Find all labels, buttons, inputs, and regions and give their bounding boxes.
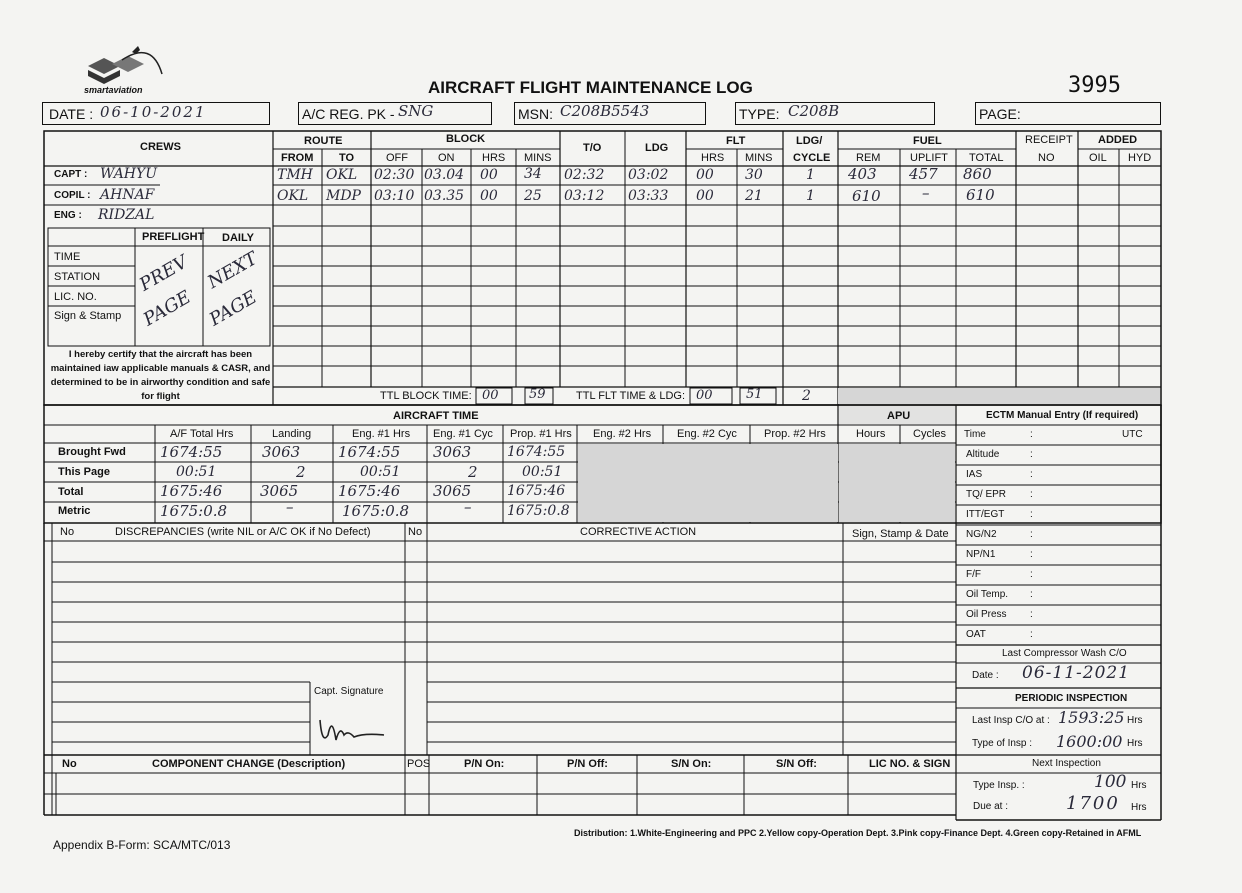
row2-flt-hrs: 00	[696, 188, 714, 204]
ectm-time-colon: :	[1030, 429, 1033, 440]
flt-header: FLT	[726, 135, 746, 147]
shaded-flight-ttl-right	[838, 388, 1160, 404]
row1-total: 860	[963, 165, 992, 183]
hyd-header: HYD	[1128, 152, 1152, 164]
capt-signature-label: Capt. Signature	[314, 686, 384, 697]
ectm-tq-epr: TQ/ EPR	[966, 489, 1007, 500]
oil-header: OIL	[1089, 152, 1107, 164]
station-label: STATION	[54, 271, 101, 283]
col-prop2-hrs: Prop. #2 Hrs	[764, 428, 826, 440]
ttl-flt-label: TTL FLT TIME & LDG:	[576, 390, 686, 402]
due-label: Due at :	[973, 801, 1009, 812]
next-type-value: 100	[1094, 772, 1127, 792]
col-eng2-cyc: Eng. #2 Cyc	[677, 428, 737, 440]
compressor-date-label: Date :	[972, 670, 999, 681]
prev-note-2: PAGE	[139, 286, 195, 331]
ldg-cycle-header-1: LDG/	[796, 135, 823, 147]
lic-sign-header: LIC NO. & SIGN	[869, 758, 951, 770]
shaded-apu-area	[839, 444, 955, 522]
msn-value: C208B5543	[560, 102, 650, 120]
row2-ldg: 03:33	[628, 188, 669, 204]
row1-mins: 34	[524, 166, 542, 182]
pn-off-header: P/N Off:	[567, 758, 608, 770]
row2-takeoff: 03:12	[564, 188, 605, 204]
corrective-no-header: No	[408, 526, 423, 538]
compressor-title: Last Compressor Wash C/O	[1002, 648, 1127, 659]
mins-header: MINS	[524, 152, 552, 164]
type-value: C208B	[788, 102, 840, 120]
from-header: FROM	[281, 152, 314, 164]
component-title: COMPONENT CHANGE (Description)	[152, 758, 346, 770]
pos-header: POS	[407, 758, 431, 770]
tp-prop1-hrs: 00:51	[522, 464, 563, 480]
row1-cycle: 1	[806, 167, 815, 183]
sign-stamp-date-header: Sign, Stamp & Date	[852, 528, 949, 540]
row-label-brought-fwd: Brought Fwd	[58, 446, 126, 458]
ectm-colon: :	[1030, 569, 1033, 580]
tp-af: 00:51	[176, 464, 217, 480]
col-prop1-hrs: Prop. #1 Hrs	[510, 428, 572, 440]
block-header: BLOCK	[446, 133, 486, 145]
ectm-colon: :	[1030, 529, 1033, 540]
met-landing: –	[286, 498, 294, 516]
hrs-header: HRS	[482, 152, 506, 164]
ectm-ng-n2: NG/N2	[966, 529, 997, 540]
next-note-1: NEXT	[204, 248, 262, 294]
ectm-time-label: Time	[964, 429, 986, 440]
row1-rem: 403	[848, 165, 877, 183]
last-insp-value: 1593:25	[1058, 708, 1125, 727]
periodic-title: PERIODIC INSPECTION	[1015, 693, 1128, 704]
row1-flt-hrs: 00	[696, 167, 714, 183]
component-no-header: No	[62, 758, 77, 770]
col-eng2-hrs: Eng. #2 Hrs	[593, 428, 652, 440]
aircraft-time-title: AIRCRAFT TIME	[393, 410, 479, 422]
ttl-flt-mins: 51	[746, 387, 763, 402]
capt-value: WAHYU	[100, 166, 158, 182]
ectm-colon: :	[1030, 549, 1033, 560]
total-header: TOTAL	[969, 152, 1004, 164]
row2-on: 03.35	[424, 188, 465, 204]
preflight-label: PREFLIGHT	[142, 231, 205, 243]
next-note-2: PAGE	[205, 286, 261, 331]
ttl-block-hrs: 00	[482, 388, 499, 403]
aircraft-reg-label: A/C REG. PK -	[302, 106, 395, 122]
capt-label: CAPT :	[54, 169, 88, 180]
tot-af: 1675:46	[160, 482, 223, 500]
tot-prop1-hrs: 1675:46	[507, 483, 566, 499]
aircraft-reg-value: SNG	[398, 102, 434, 120]
ectm-colon: :	[1030, 609, 1033, 620]
row1-to: OKL	[326, 167, 358, 183]
tp-eng1-cyc: 2	[468, 463, 478, 481]
to-header: TO	[339, 152, 355, 164]
distribution-note: Distribution: 1.White-Engineering and PPC 2.Yellow copy-Operation Dept. 3.Pink copy-Finance Dept. 4.Green copy-Retained in AFML	[574, 828, 1142, 838]
route-header: ROUTE	[304, 135, 343, 147]
met-prop1-hrs: 1675:0.8	[507, 503, 570, 519]
col-eng1-hrs: Eng. #1 Hrs	[352, 428, 411, 440]
row2-cycle: 1	[806, 188, 815, 204]
row1-takeoff: 02:32	[564, 167, 605, 183]
bf-landing: 3063	[262, 443, 301, 461]
tp-eng1-hrs: 00:51	[360, 464, 401, 480]
row2-off: 03:10	[374, 188, 415, 204]
ttl-block-mins: 59	[529, 387, 546, 402]
col-landing: Landing	[272, 428, 312, 440]
certify-text: I hereby certify that the aircraft has been maintained iaw applicable manuals & CASR, and determined to be in airworthy condition and safe for flight	[50, 349, 271, 402]
row2-hrs: 00	[480, 188, 498, 204]
last-insp-hrs: Hrs	[1127, 715, 1143, 726]
bf-af: 1674:55	[160, 443, 223, 461]
ectm-colon: :	[1030, 629, 1033, 640]
row-label-this-page: This Page	[58, 466, 110, 478]
receipt-header: RECEIPT	[1025, 134, 1073, 146]
tot-eng1-cyc: 3065	[433, 482, 472, 500]
row-label-total: Total	[58, 486, 84, 498]
met-eng1-hrs: 1675:0.8	[342, 502, 410, 520]
tot-landing: 3065	[260, 482, 299, 500]
col-eng1-cyc: Eng. #1 Cyc	[433, 428, 493, 440]
bf-eng1-cyc: 3063	[433, 443, 472, 461]
row1-hrs: 00	[480, 167, 498, 183]
receipt-no-header: NO	[1038, 152, 1055, 164]
row2-mins: 25	[524, 188, 542, 204]
ectm-colon: :	[1030, 469, 1033, 480]
fuel-header: FUEL	[913, 135, 942, 147]
bf-prop1-hrs: 1674:55	[507, 444, 566, 460]
ttl-ldg: 2	[802, 388, 811, 404]
appendix-label: Appendix B-Form: SCA/MTC/013	[53, 838, 231, 852]
msn-label: MSN:	[518, 106, 553, 122]
tot-eng1-hrs: 1675:46	[338, 482, 401, 500]
ectm-ff: F/F	[966, 569, 981, 580]
ectm-oil-press: Oil Press	[966, 609, 1007, 620]
form-title: AIRCRAFT FLIGHT MAINTENANCE LOG	[428, 78, 753, 97]
prev-note-1: PREV	[135, 251, 192, 296]
page-label: PAGE:	[979, 106, 1021, 122]
next-type-label: Type Insp. :	[973, 780, 1025, 791]
off-header: OFF	[386, 152, 408, 164]
last-insp-label: Last Insp C/O at :	[972, 715, 1050, 726]
ectm-colon: :	[1030, 449, 1033, 460]
row2-uplift: –	[922, 184, 930, 202]
uplift-header: UPLIFT	[910, 152, 948, 164]
sign-stamp-label: Sign & Stamp	[54, 310, 122, 322]
date-label: DATE :	[49, 106, 94, 122]
next-insp-title: Next Inspection	[1032, 758, 1101, 769]
row1-ldg: 03:02	[628, 167, 669, 183]
ectm-itt-egt: ITT/EGT	[966, 509, 1005, 520]
row1-flt-mins: 30	[745, 167, 763, 183]
due-value: 1700	[1066, 793, 1120, 814]
ectm-colon: :	[1030, 509, 1033, 520]
pn-on-header: P/N On:	[464, 758, 505, 770]
eng-value: RIDZAL	[98, 207, 155, 223]
ectm-title: ECTM Manual Entry (If required)	[986, 410, 1139, 421]
shaded-eng2-area	[578, 444, 838, 522]
rem-header: REM	[856, 152, 881, 164]
ectm-altitude: Altitude	[966, 449, 1000, 460]
ectm-ias: IAS	[966, 469, 983, 480]
col-af-total: A/F Total Hrs	[170, 428, 234, 440]
sn-on-header: S/N On:	[671, 758, 712, 770]
tp-landing: 2	[296, 463, 306, 481]
met-af: 1675:0.8	[160, 502, 228, 520]
discrepancy-title: DISCREPANCIES (write NIL or A/C OK if No Defect)	[115, 526, 371, 538]
apu-title: APU	[887, 410, 911, 422]
next-type-hrs: Hrs	[1131, 780, 1147, 791]
ttl-flt-hrs: 00	[696, 388, 713, 403]
ectm-np-n1: NP/N1	[966, 549, 996, 560]
logo-text: smartaviation	[84, 85, 143, 95]
met-eng1-cyc: –	[464, 498, 472, 516]
added-header: ADDED	[1098, 134, 1138, 146]
captain-signature	[314, 705, 394, 750]
type-insp-value: 1600:00	[1056, 732, 1123, 751]
daily-label: DAILY	[222, 232, 254, 244]
row1-from: TMH	[277, 167, 313, 183]
row1-off: 02:30	[374, 167, 415, 183]
ectm-utc: UTC	[1122, 429, 1143, 440]
due-hrs: Hrs	[1131, 802, 1147, 813]
on-header: ON	[438, 152, 455, 164]
row2-from: OKL	[277, 188, 309, 204]
discrepancy-no-header: No	[60, 526, 75, 538]
ectm-colon: :	[1030, 489, 1033, 500]
flt-hrs-header: HRS	[701, 152, 725, 164]
time-label: TIME	[54, 251, 81, 263]
ectm-oat: OAT	[966, 629, 986, 640]
row2-flt-mins: 21	[745, 188, 763, 204]
lic-no-label: LIC. NO.	[54, 291, 97, 303]
ldg-cycle-header-2: CYCLE	[793, 152, 831, 164]
apu-cycles: Cycles	[913, 428, 947, 440]
sn-off-header: S/N Off:	[776, 758, 817, 770]
row2-total: 610	[966, 186, 995, 204]
type-insp-label: Type of Insp :	[972, 738, 1033, 749]
row2-to: MDP	[326, 188, 361, 204]
takeoff-header: T/O	[583, 142, 602, 154]
row2-rem: 610	[852, 187, 881, 205]
form-serial-number: 3995	[1068, 73, 1121, 98]
row1-uplift: 457	[909, 165, 938, 183]
type-label: TYPE:	[739, 106, 780, 122]
compressor-date-value: 06-11-2021	[1022, 663, 1131, 683]
corrective-title: CORRECTIVE ACTION	[580, 526, 697, 538]
bf-eng1-hrs: 1674:55	[338, 443, 401, 461]
flt-mins-header: MINS	[745, 152, 773, 164]
copil-value: AHNAF	[100, 187, 155, 203]
type-insp-hrs: Hrs	[1127, 738, 1143, 749]
row-label-metric: Metric	[58, 505, 91, 517]
ldg-header: LDG	[645, 142, 669, 154]
row1-on: 03.04	[424, 167, 465, 183]
ttl-block-label: TTL BLOCK TIME:	[380, 390, 472, 402]
ectm-oil-temp: Oil Temp.	[966, 589, 1009, 600]
copil-label: COPIL :	[54, 190, 91, 201]
ectm-colon: :	[1030, 589, 1033, 600]
crews-title: CREWS	[140, 141, 181, 153]
apu-hours: Hours	[856, 428, 886, 440]
date-value: 06-10-2021	[100, 103, 207, 121]
eng-label: ENG :	[54, 210, 82, 221]
